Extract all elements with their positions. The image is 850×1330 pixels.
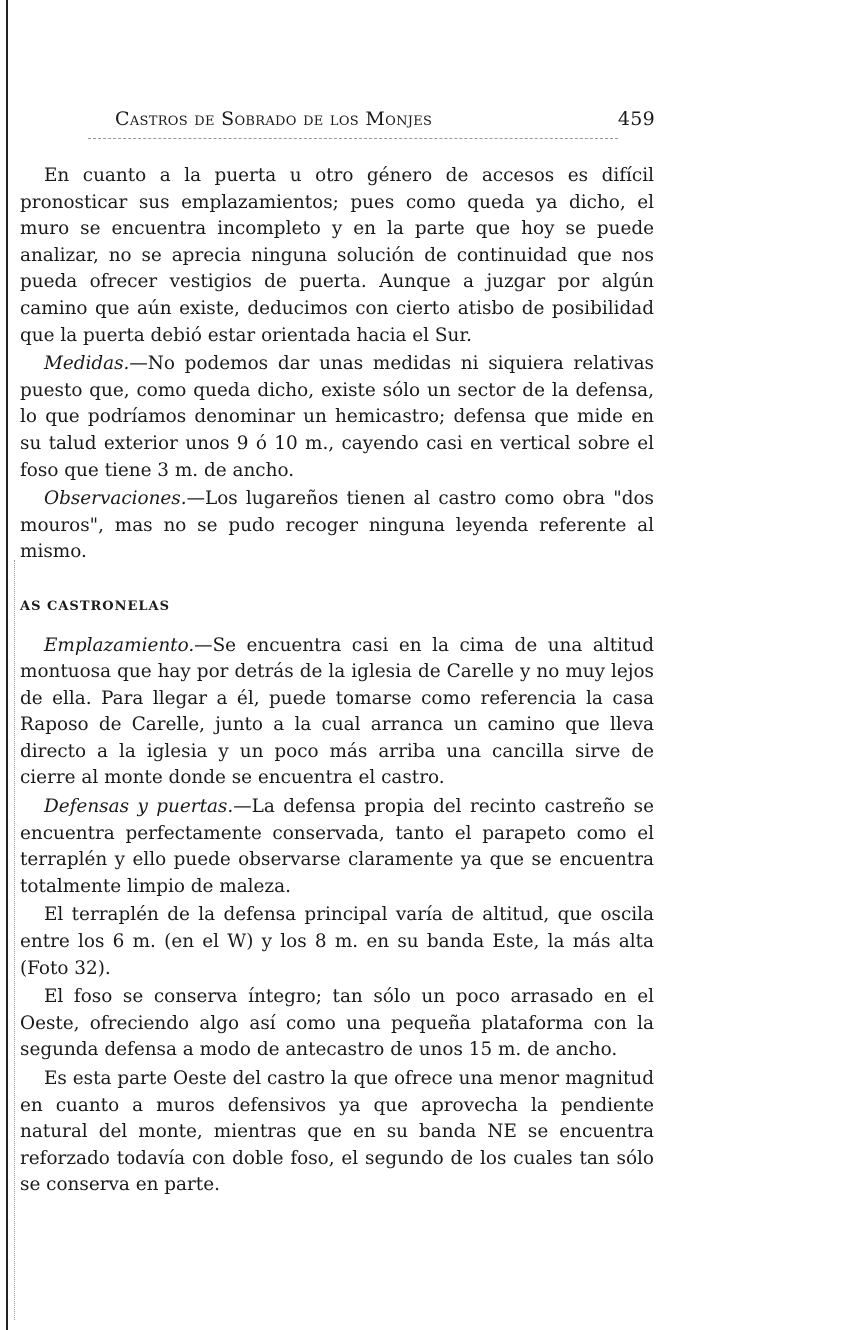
paragraph-emplazamiento (20, 633, 654, 793)
paragraph-observaciones (20, 486, 654, 566)
paragraph-defensas (20, 794, 654, 900)
lead-defensas: Defensas y puertas. (44, 796, 234, 818)
paragraph-puerta: En cuanto a la puerta u otro género de accesos es difícil pronosticar sus emplazamientos; pues como queda ya dicho, el muro se encuentra incompleto y en la parte que hoy se puede analizar, no se aprecia ninguna solución de continuidad que nos pueda ofrecer vestigios de puerta. Aunque a juzgar por algún camino que aún existe, deducimos con cierto atisbo de posibilidad que la puerta debió estar orientada hacia el Sur. (20, 165, 654, 346)
paragraph-oeste: Es esta parte Oeste del castro la que ofrece una menor magnitud en cuanto a muros defensivos ya que aprovecha la pendiente natural del monte, mientras que en su banda NE se encuentra reforzado todavía con doble foso, el segundo de los cuales tan sólo se conserva en parte. (20, 1068, 654, 1196)
page-gutter-marks (14, 560, 15, 1320)
paragraph-foso: El foso se conserva íntegro; tan sólo un poco arrasado en el Oeste, ofreciendo algo así como una pequeña plataforma con la segunda defensa a modo de antecastro de unos 15 m. de ancho. (20, 986, 654, 1061)
paragraph-terraplen: El terraplén de la defensa principal varía de altitud, que oscila entre los 6 m. (en el W) y los 8 m. en su banda Este, la más alta (Foto 32). (20, 904, 654, 979)
paragraph-observaciones-text: —Los lugareños tienen al castro como obra "dos mouros", mas no se pudo recoger ninguna leyenda referente al mismo. (20, 488, 654, 563)
section-title: AS CASTRONELAS (20, 598, 171, 614)
header-rule (88, 138, 618, 139)
paragraph-defensas-text: —La defensa propia del recinto castreño se encuentra perfectamente conservada, tanto el parapeto como el terraplén y ello puede observarse claramente ya que se encuentra totalmente limpio de maleza. (20, 796, 655, 897)
paragraph-emplazamiento-text: —Se encuentra casi en la cima de una altitud montuosa que hay por detrás de la iglesia de Carelle y no muy lejos de ella. Para llegar a él, puede tomarse como referencia la casa Raposo de Carelle, junto a la cual arranca un camino que lleva directo a la iglesia y un poco más arriba una cancilla sirve de cierre al monte donde se encuentra el castro. (20, 634, 654, 789)
running-title: Castros de Sobrado de los Monjes (115, 108, 433, 130)
page-number: 459 (617, 108, 655, 130)
page-binding-edge (6, 0, 8, 1330)
paragraph-medidas (20, 351, 654, 484)
running-header (115, 108, 655, 130)
lead-emplazamiento: Emplazamiento. (44, 634, 195, 656)
body-text (20, 163, 654, 1199)
lead-medidas: Medidas. (44, 353, 130, 375)
lead-observaciones: Observaciones. (44, 488, 187, 510)
paragraph-medidas-text: —No podemos dar unas medidas ni siquiera relativas puesto que, como queda dicho, existe sólo un sector de la defensa, lo que podríamos denominar un hemicastro; defensa que mide en su talud exterior unos 9 ó 10 m., cayendo casi en vertical sobre el foso que tiene 3 m. de ancho. (20, 353, 654, 481)
